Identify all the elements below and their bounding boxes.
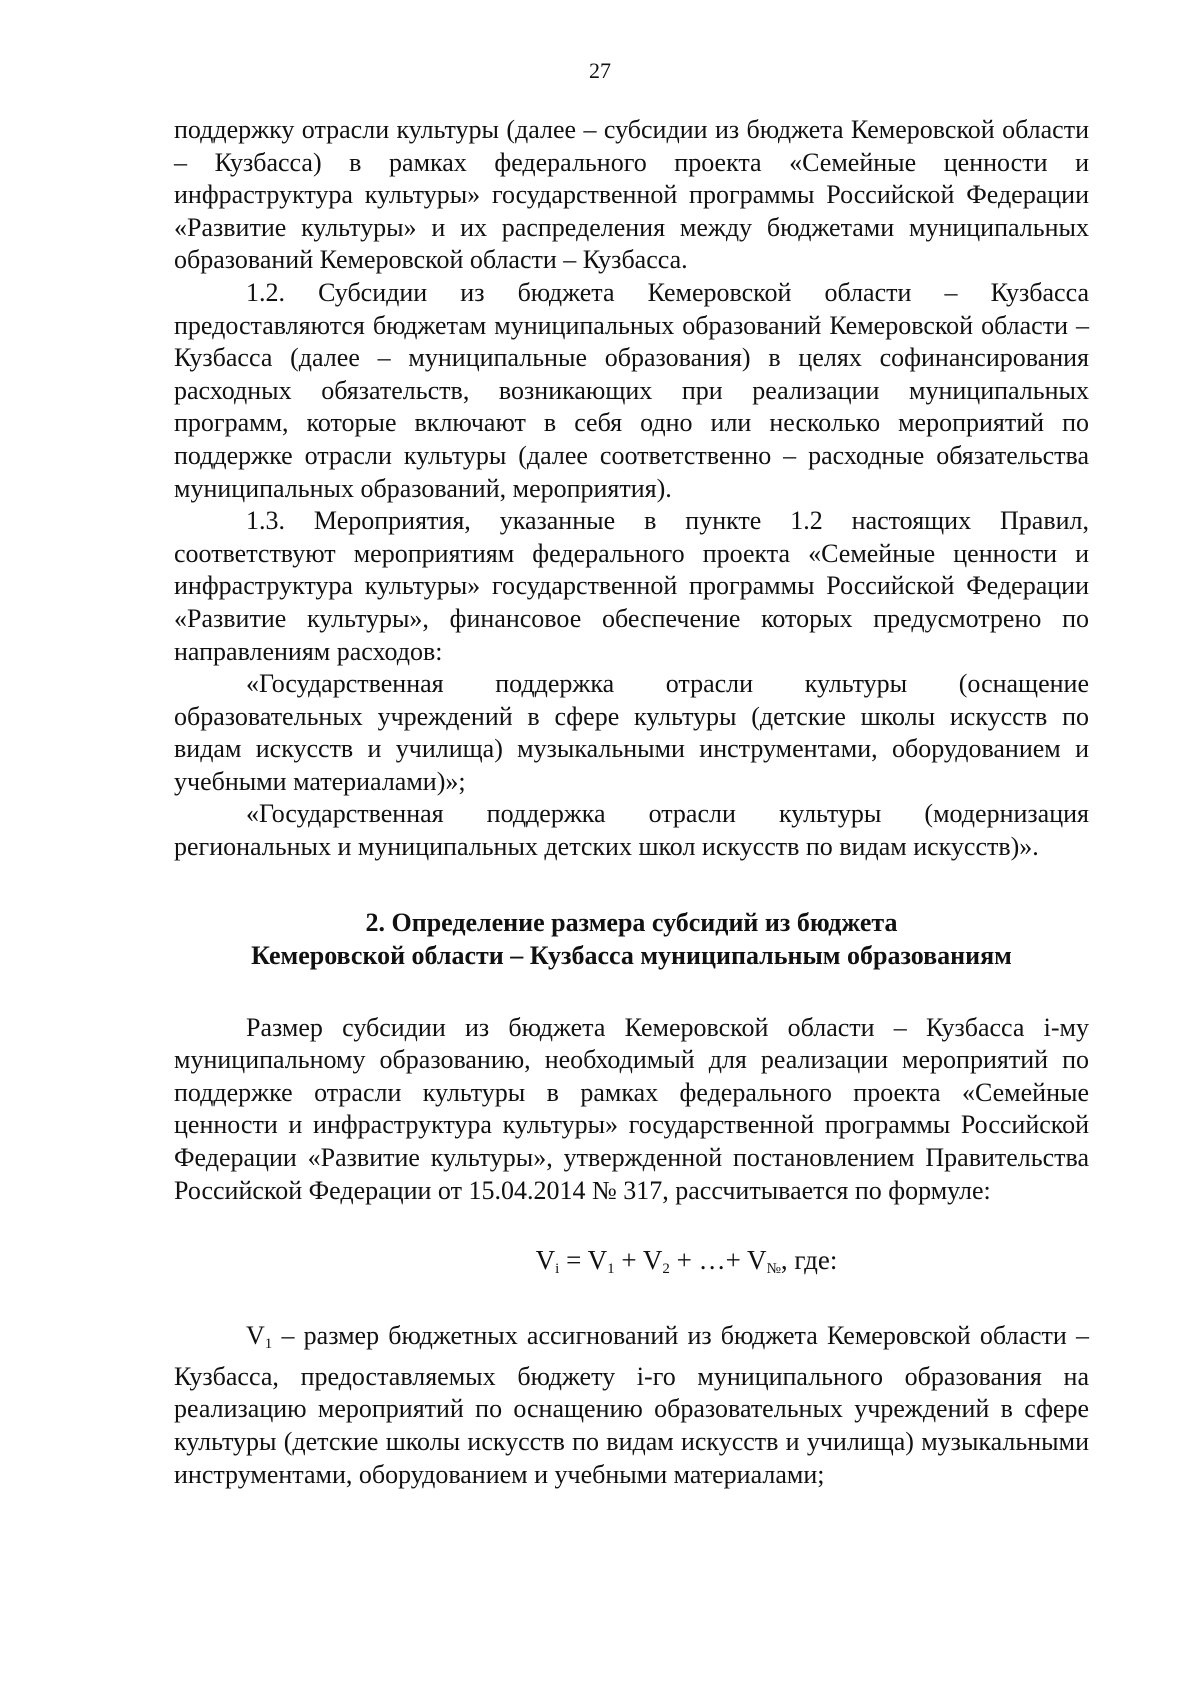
paragraph-1-2: 1.2. Субсидии из бюджета Кемеровской области – Кузбасса предоставляются бюджетам муниципальных образований Кемеровской области – Кузбасса (далее – муниципальные образования) в целях софинансирования расходных обязательств, возникающих при реализации муниципальных программ, которые включают в себя одно или несколько мероприятий по поддержке отрасли культуры (далее соответственно – расходные обязательства муниципальных образований, мероприятия).	[174, 277, 1089, 503]
formula-lhs-sub: i	[555, 1261, 560, 1278]
formula-termn-sub: №	[766, 1261, 781, 1278]
document-body	[174, 114, 1089, 1491]
formula-lhs: V	[535, 1245, 556, 1276]
section-2-heading	[174, 906, 1089, 972]
paragraph-intro-continuation: поддержку отрасли культуры (далее – субсидии из бюджета Кемеровской области – Кузбасса) в рамках федерального проекта «Семейные ценности и инфраструктура культуры» государственной программы Российской Федерации «Развитие культуры» и их распределения между бюджетами муниципальных образований Кемеровской области – Кузбасса.	[174, 115, 1089, 275]
subsidy-formula	[174, 1243, 1089, 1286]
page-number: 27	[589, 58, 611, 83]
formula-term2-sub: 2	[662, 1261, 670, 1278]
definition-v1-text: – размер бюджетных ассигнований из бюджета Кемеровской области – Кузбасса, предоставляемых бюджету i-го муниципального образования на реализацию мероприятий по оснащению образовательных учреждений в сфере культуры (детские школы искусств по видам искусств и училища) музыкальными инструментами, оборудованием и учебными материалами;	[174, 1321, 1089, 1489]
definition-v1-symbol: V	[246, 1321, 265, 1351]
section-2-heading-line-2: Кемеровской области – Кузбасса муниципальным образованиям	[251, 940, 1012, 970]
paragraph-definition-v1	[174, 1320, 1089, 1491]
formula-term1-sub: 1	[607, 1261, 615, 1278]
formula-eq: = V	[559, 1245, 608, 1276]
definition-v1-sub: 1	[264, 1336, 273, 1353]
section-2-heading-line-1: 2. Определение размера субсидий из бюджета	[365, 907, 898, 937]
paragraph-direction-equipment: «Государственная поддержка отрасли культуры (оснащение образовательных учреждений в сфере культуры (детские школы искусств по видам искусств и училища) музыкальными инструментами, оборудованием и учебными материалами)»;	[174, 669, 1089, 796]
formula-plus2: + …+ V	[669, 1245, 767, 1276]
paragraph-direction-modernization: «Государственная поддержка отрасли культуры (модернизация региональных и муниципальных детских школ искусств по видам искусств)».	[174, 799, 1089, 862]
formula-tail: , где:	[780, 1245, 838, 1276]
paragraph-1-3: 1.3. Мероприятия, указанные в пункте 1.2 настоящих Правил, соответствуют мероприятиям федерального проекта «Семейные ценности и инфраструктура культуры» государственной программы Российской Федерации «Развитие культуры», финансовое обеспечение которых предусмотрено по направлениям расходов:	[174, 506, 1089, 666]
formula-plus1: + V	[614, 1245, 663, 1276]
paragraph-subsidy-size: Размер субсидии из бюджета Кемеровской области – Кузбасса i-му муниципальному образованию, необходимый для реализации мероприятий по поддержке отрасли культуры в рамках федерального проекта «Семейные ценности и инфраструктура культуры» государственной программы Российской Федерации «Развитие культуры», утвержденной постановлением Правительства Российской Федерации от 15.04.2014 № 317, рассчитывается по формуле:	[174, 1012, 1089, 1205]
